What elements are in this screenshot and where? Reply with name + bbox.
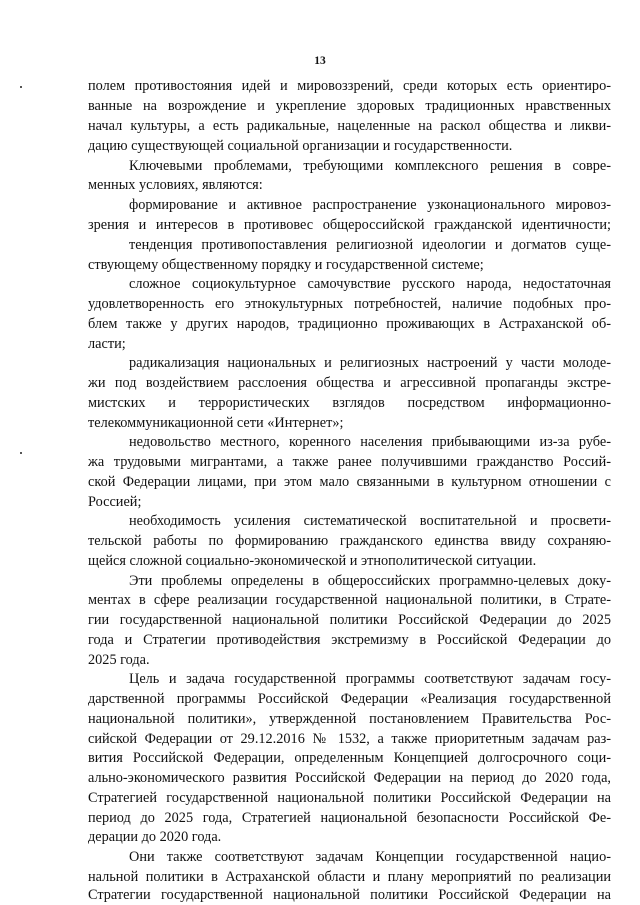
scan-margin-mark bbox=[20, 86, 22, 88]
text-line: телекоммуникационной сети «Интернет»; bbox=[88, 415, 344, 431]
text-line: недовольство местного, коренного населения прибывающими из-за рубе- bbox=[129, 434, 611, 450]
text-line: вития Российской Федерации, определенным Концепцией долгосрочного соци- bbox=[88, 750, 611, 766]
text-line: дарственной программы Российской Федерации «Реализация государственной bbox=[88, 691, 611, 707]
text-line: мистских и террористических взглядов посредством информационно- bbox=[88, 395, 611, 411]
text-line: гии государственной национальной политики Российской Федерации до 2025 bbox=[88, 612, 611, 628]
text-line: Ключевыми проблемами, требующими комплексного решения в совре- bbox=[129, 158, 611, 174]
text-line: радикализация национальных и религиозных настроений у части молоде- bbox=[129, 355, 611, 371]
text-line: ствующему общественному порядку и государственной системе; bbox=[88, 257, 484, 273]
text-line: щейся сложной социально-экономической и этнополитической ситуации. bbox=[88, 553, 537, 569]
text-line: удовлетворенность его этнокультурных потребностей, наличие подобных про- bbox=[88, 296, 611, 312]
text-line: ской Федерации лицами, при этом мало связанными в культурном отношении с bbox=[88, 474, 611, 490]
text-line: ально-экономического развития Российской Федерации на период до 2020 года, bbox=[88, 770, 611, 786]
text-line: полем противостояния идей и мировоззрений, среди которых есть ориентиро- bbox=[88, 78, 611, 94]
page-number: 13 bbox=[314, 55, 326, 67]
text-line: начал культуры, а есть радикальные, нацеленные на раскол общества и ликви- bbox=[88, 118, 611, 134]
text-line: ментах в сфере реализации государственной национальной политики, в Страте- bbox=[88, 592, 611, 608]
text-line: Стратегией государственной национальной политики Российской Федерации на bbox=[88, 790, 611, 806]
text-line: нальной политики в Астраханской области и плану мероприятий по реализации bbox=[88, 869, 611, 885]
text-line: формирование и активное распространение узконационального мировоз- bbox=[129, 197, 611, 213]
text-line: Россией; bbox=[88, 494, 142, 510]
text-line: сийской Федерации от 29.12.2016 № 1532, а также приоритетным задачам раз- bbox=[88, 731, 611, 747]
text-line: тельской работы по формированию гражданского единства ввиду сохраняю- bbox=[88, 533, 611, 549]
text-line: менных условиях, являются: bbox=[88, 177, 263, 193]
text-line: дацию существующей социальной организации и государственности. bbox=[88, 138, 513, 154]
text-line: ласти; bbox=[88, 336, 126, 352]
text-line: период до 2025 года, Стратегией национальной безопасности Российской Фе- bbox=[88, 810, 611, 826]
text-line: тенденция противопоставления религиозной идеологии и догматов суще- bbox=[129, 237, 611, 253]
text-line: ванные на возрождение и укрепление здоровых традиционных нравственных bbox=[88, 98, 611, 114]
text-line: сложное социокультурное самочувствие русского народа, недостаточная bbox=[129, 276, 611, 292]
scan-margin-mark bbox=[20, 452, 22, 454]
text-line: 2025 года. bbox=[88, 652, 150, 668]
text-line: Цель и задача государственной программы соответствуют задачам госу- bbox=[129, 671, 611, 687]
text-line: национальной политики», утвержденной постановлением Правительства Рос- bbox=[88, 711, 611, 727]
text-line: Они также соответствуют задачам Концепции государственной нацио- bbox=[129, 849, 611, 865]
text-line: жа трудовыми мигрантами, а также ранее получившими гражданство Россий- bbox=[88, 454, 611, 470]
text-line: Эти проблемы определены в общероссийских программно-целевых доку- bbox=[129, 573, 611, 589]
text-line: дерации до 2020 года. bbox=[88, 829, 222, 845]
text-line: Стратегии государственной национальной политики Российской Федерации на bbox=[88, 887, 611, 903]
text-line: необходимость усиления систематической воспитательной и просвети- bbox=[129, 513, 611, 529]
text-line: жи под воздействием расслоения общества и агрессивной пропаганды экстре- bbox=[88, 375, 611, 391]
text-line: блем также у других народов, традиционно проживающих в Астраханской об- bbox=[88, 316, 611, 332]
text-line: года и Стратегии противодействия экстремизму в Российской Федерации до bbox=[88, 632, 611, 648]
text-line: зрения и интересов в противовес общероссийской гражданской идентичности; bbox=[88, 217, 611, 233]
